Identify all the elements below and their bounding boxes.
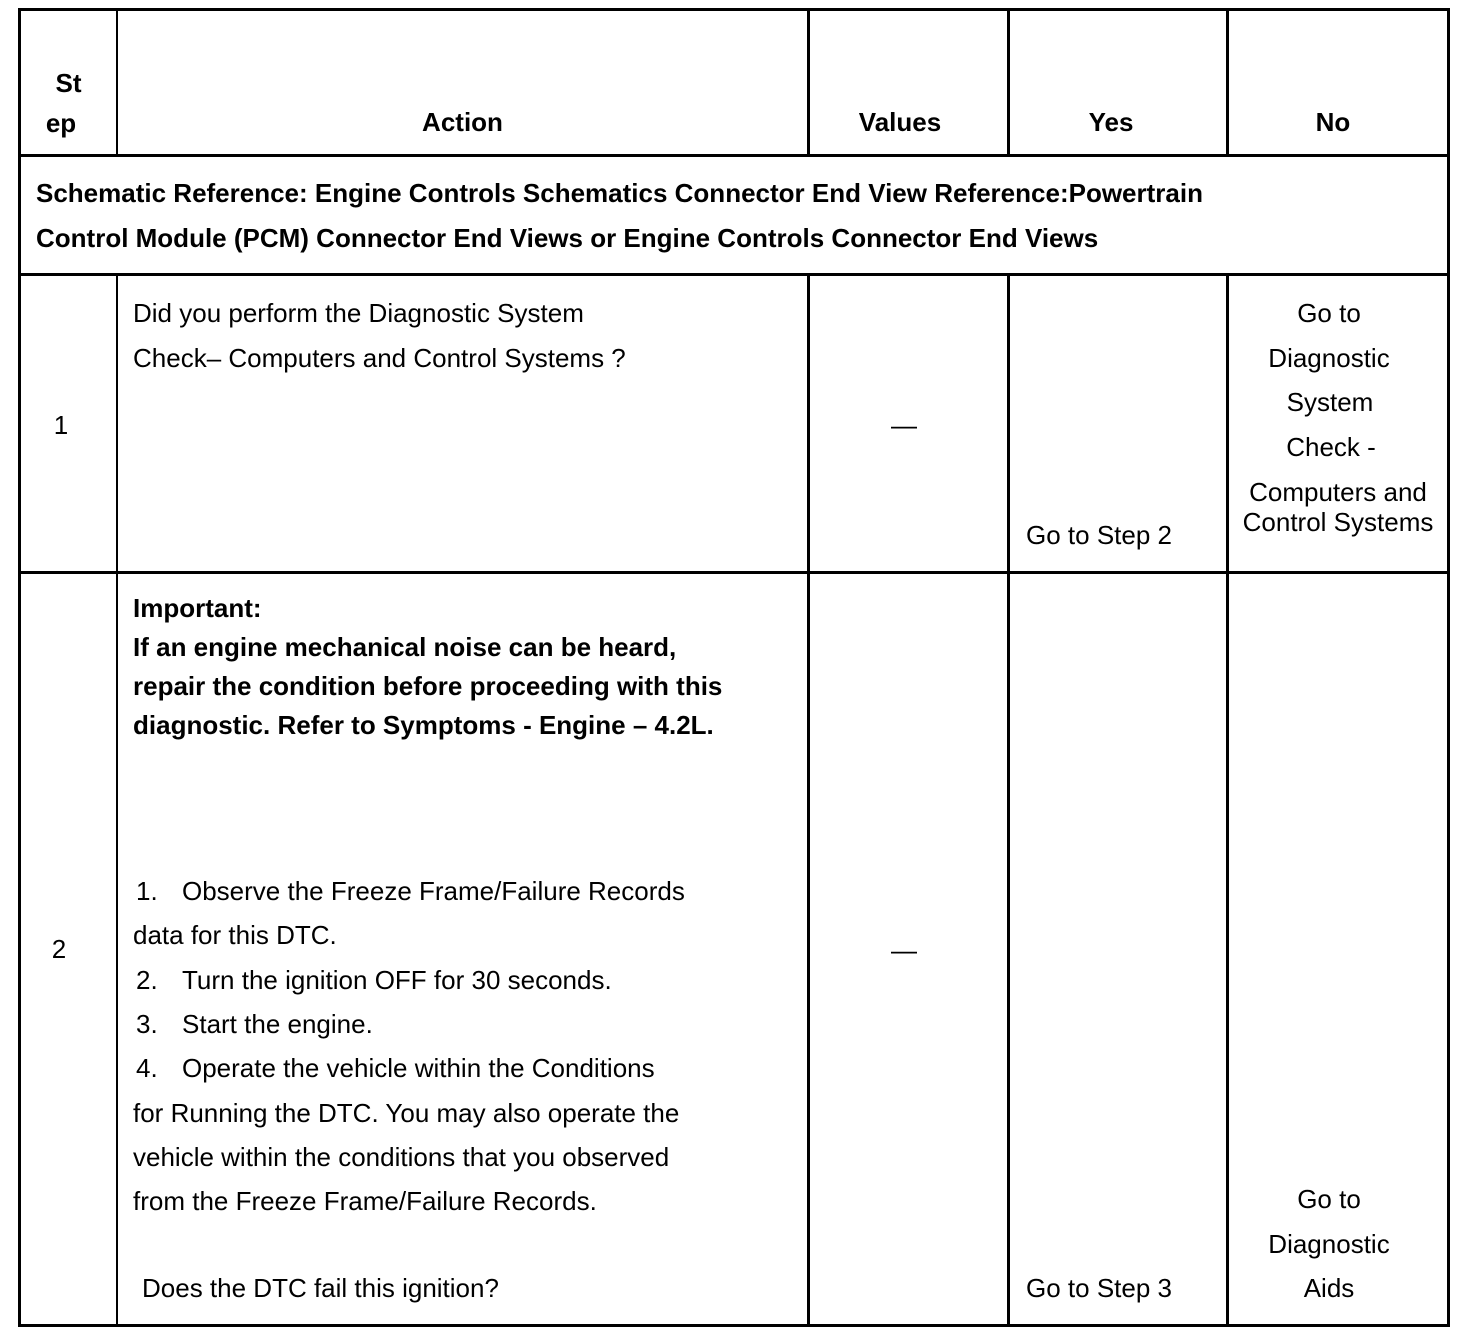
row2-step-text: vehicle within the conditions that you observed bbox=[133, 1142, 670, 1172]
header-step-line1: St bbox=[55, 68, 82, 98]
row2-step-number: 2. bbox=[136, 965, 158, 995]
row2-question: Does the DTC fail this ignition? bbox=[142, 1273, 499, 1303]
row1-yes: Go to Step 2 bbox=[1026, 520, 1172, 550]
row1-step: 1 bbox=[53, 410, 69, 440]
row2-no-line: Go to bbox=[1297, 1184, 1361, 1214]
schematic-reference-line1: Schematic Reference: Engine Controls Schematics Connector End View Reference:Powertrain bbox=[36, 178, 1203, 208]
header-values: Values bbox=[858, 107, 942, 137]
row1-action-line2: Check– Computers and Control Systems ? bbox=[133, 343, 626, 373]
schematic-reference-line2: Control Module (PCM) Connector End Views or Engine Controls Connector End Views bbox=[36, 223, 1099, 253]
border-reference-bottom bbox=[18, 273, 1450, 276]
row1-no-line: Computers and bbox=[1249, 477, 1427, 507]
row2-important-line: repair the condition before proceeding with this bbox=[133, 671, 723, 701]
border-right bbox=[1447, 8, 1450, 1327]
header-action: Action bbox=[422, 107, 503, 137]
row2-important-line: diagnostic. Refer to Symptoms - Engine – 4.2L. bbox=[133, 710, 714, 740]
header-step-line2: ep bbox=[45, 108, 77, 138]
border-header-bottom bbox=[18, 154, 1450, 157]
row1-action-line1: Did you perform the Diagnostic System bbox=[133, 298, 584, 328]
row2-step-text: Observe the Freeze Frame/Failure Records bbox=[182, 876, 685, 906]
border-left bbox=[18, 8, 21, 1327]
row2-step-text: for Running the DTC. You may also operate the bbox=[133, 1098, 680, 1128]
header-yes: Yes bbox=[1088, 107, 1134, 137]
header-no: No bbox=[1315, 107, 1351, 137]
border-top bbox=[18, 8, 1450, 11]
row1-no-line: Go to bbox=[1297, 298, 1361, 328]
row2-no-line: Aids bbox=[1303, 1273, 1355, 1303]
row1-no-line: System bbox=[1286, 387, 1374, 417]
col-divider-step-rows bbox=[116, 273, 118, 1327]
border-row1-bottom bbox=[18, 571, 1450, 574]
row2-step-text: data for this DTC. bbox=[133, 920, 337, 950]
row2-step-number: 3. bbox=[136, 1009, 158, 1039]
row1-no-line: Control Systems bbox=[1242, 507, 1434, 537]
row2-step-number: 4. bbox=[136, 1053, 158, 1083]
row2-step-text: Operate the vehicle within the Conditions bbox=[182, 1053, 655, 1083]
row1-values: — bbox=[891, 410, 917, 440]
border-bottom bbox=[18, 1324, 1450, 1327]
row2-step-text: from the Freeze Frame/Failure Records. bbox=[133, 1186, 597, 1216]
row2-values: — bbox=[891, 935, 917, 965]
row2-step-text: Turn the ignition OFF for 30 seconds. bbox=[182, 965, 612, 995]
row2-important-line: Important: bbox=[133, 593, 262, 623]
col-divider-values-rows bbox=[1007, 273, 1010, 1327]
row2-step-number: 1. bbox=[136, 876, 158, 906]
row2-step: 2 bbox=[51, 934, 67, 964]
row2-step-text: Start the engine. bbox=[182, 1009, 373, 1039]
row2-no-line: Diagnostic bbox=[1268, 1229, 1390, 1259]
row1-no-line: Diagnostic bbox=[1268, 343, 1390, 373]
row2-important-line: If an engine mechanical noise can be heard, bbox=[133, 632, 677, 662]
row2-yes: Go to Step 3 bbox=[1026, 1273, 1172, 1303]
row1-no-line: Check - bbox=[1286, 432, 1376, 462]
